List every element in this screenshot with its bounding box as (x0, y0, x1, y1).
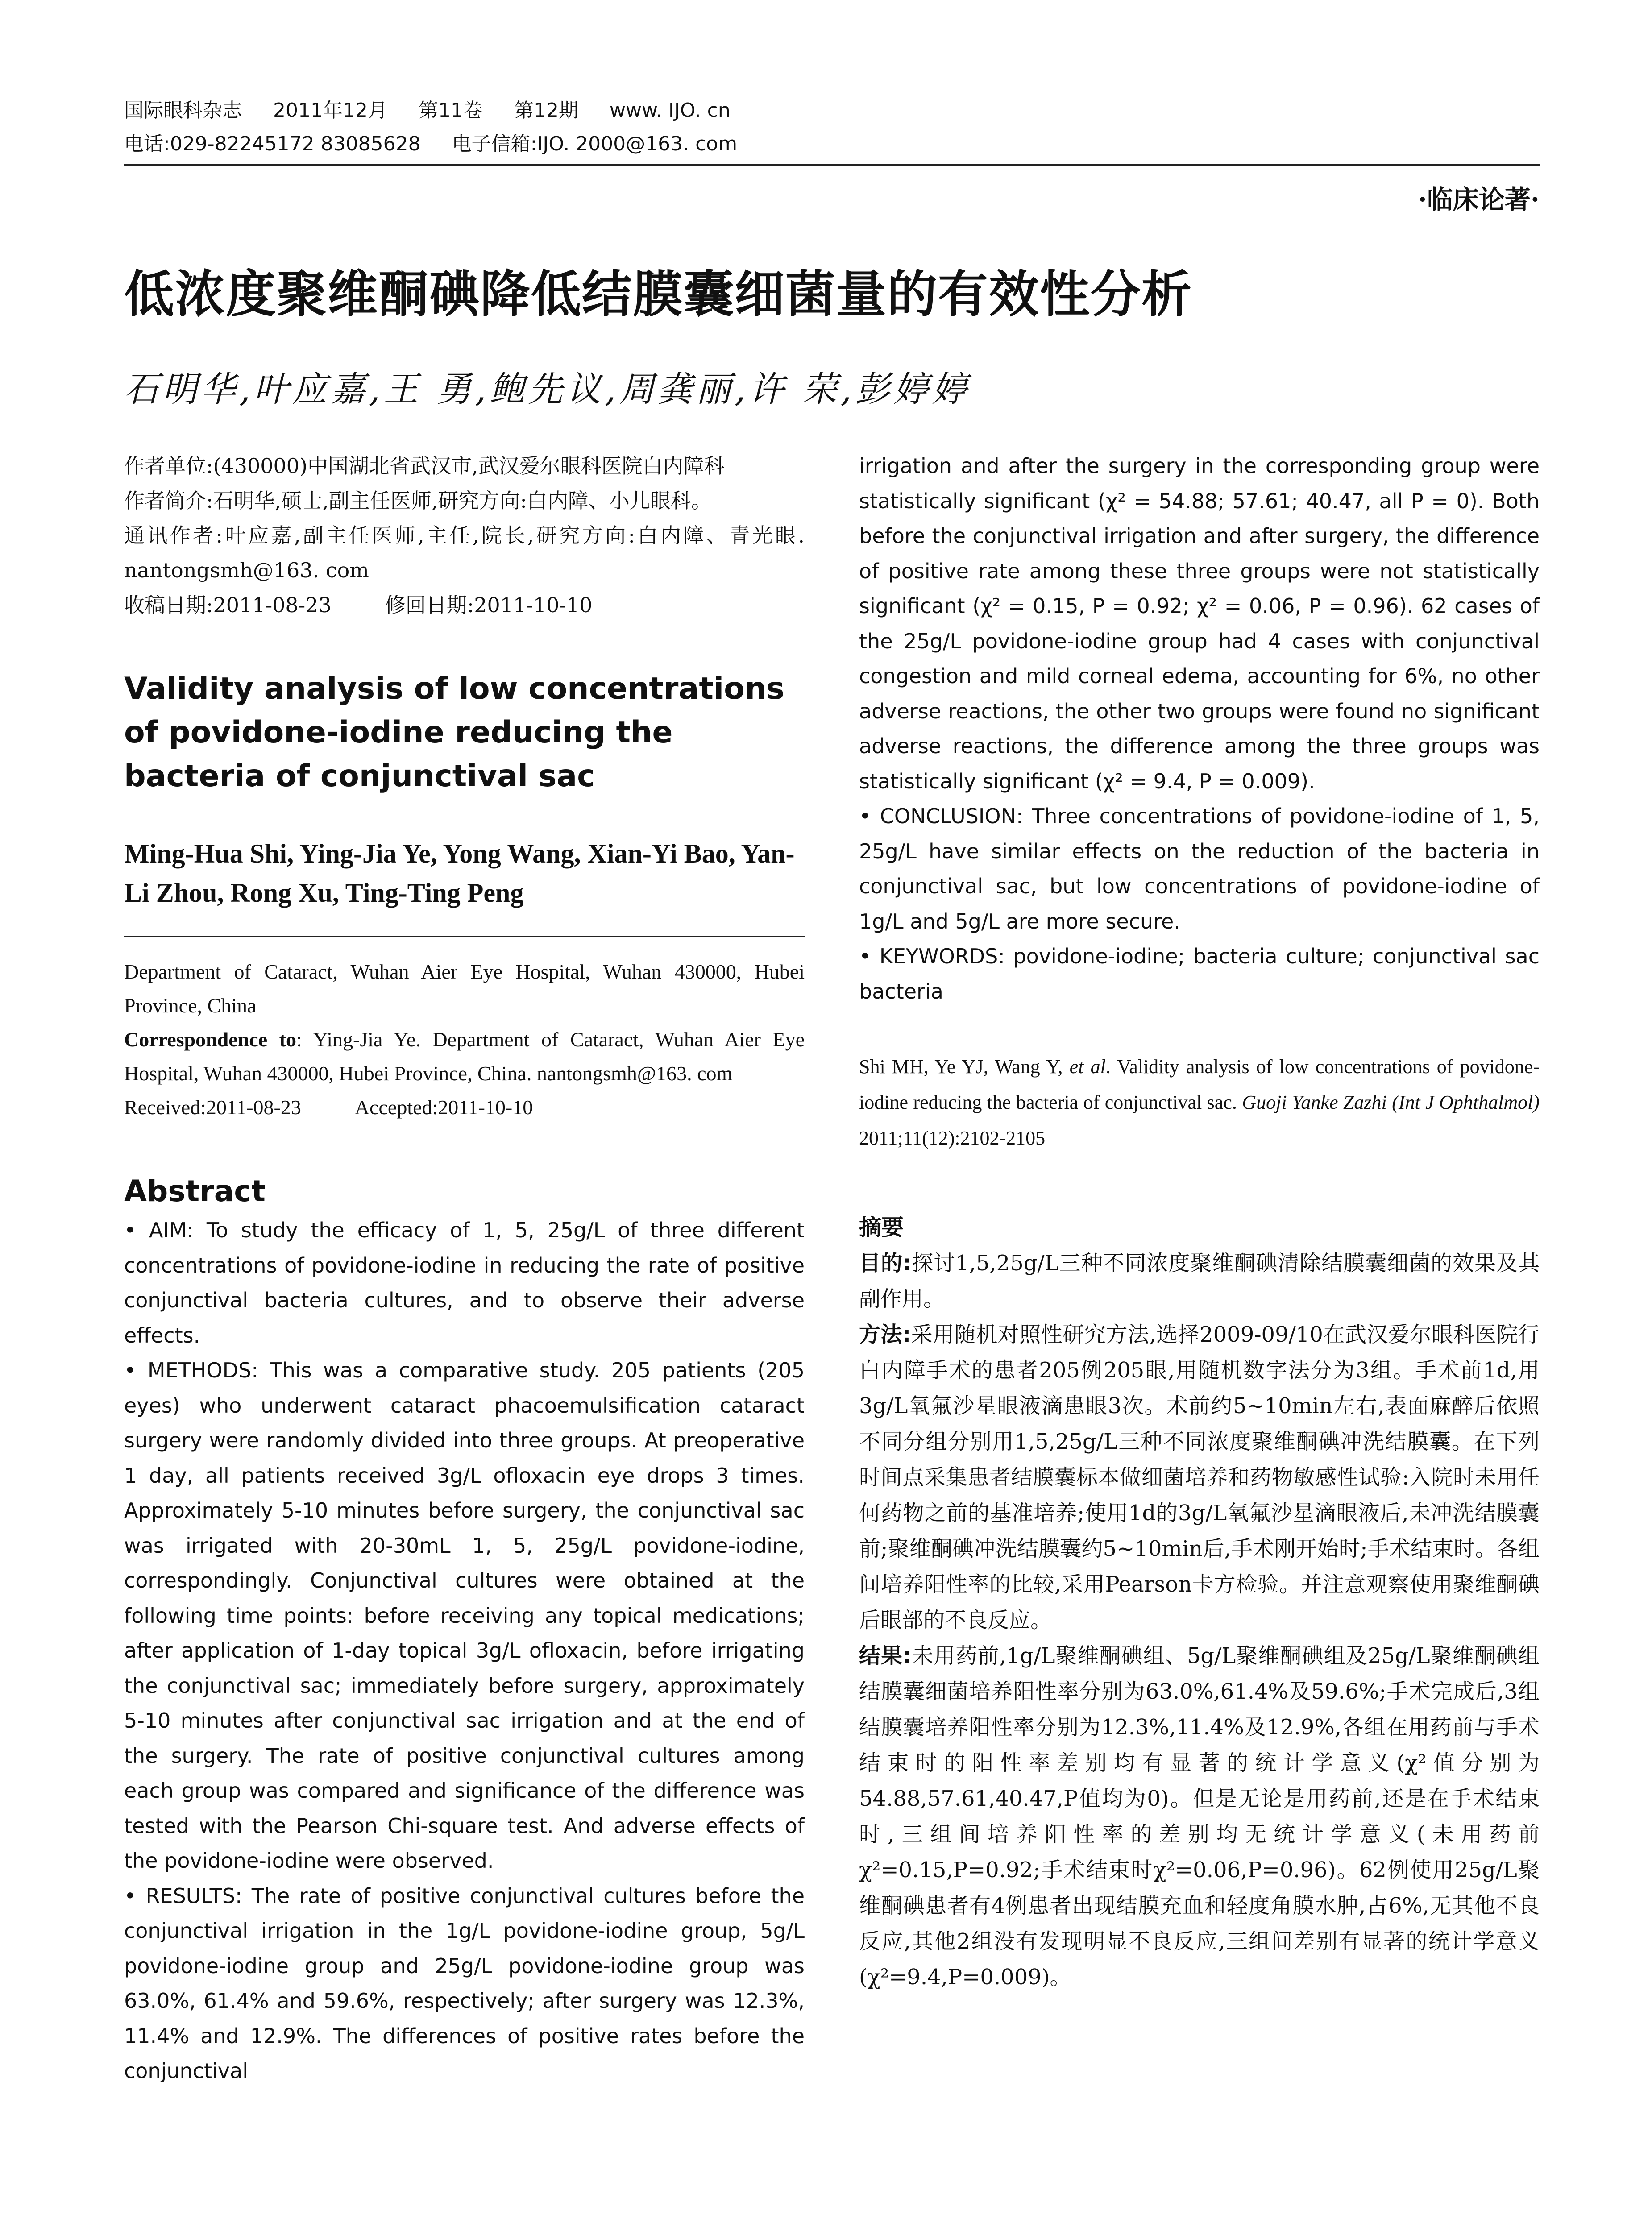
authors-en: Ming-Hua Shi, Ying-Jia Ye, Yong Wang, Xian-Yi Bao, Yan-Li Zhou, Rong Xu, Ting-Ting Peng (124, 839, 795, 908)
citation (859, 1049, 1540, 1156)
author-info-cn (124, 448, 805, 622)
dates-cn (124, 588, 805, 622)
issue-date: 2011年12月 (273, 99, 387, 122)
citation-journal: Guoji Yanke Zazhi (Int J Ophthalmol) (1242, 1091, 1540, 1113)
department-en: Department of Cataract, Wuhan Aier Eye Hospital, Wuhan 430000, Hubei Province, China (124, 960, 805, 1017)
header-rule (124, 164, 1540, 166)
revised-date-cn: 修回日期:2011-10-10 (385, 593, 593, 617)
abstract-cn-aim (859, 1245, 1540, 1317)
received-date-cn: 收稿日期:2011-08-23 (124, 593, 332, 617)
abstract-cn (859, 1245, 1540, 1995)
aim-label-cn: 目的: (859, 1251, 912, 1276)
right-column (859, 448, 1540, 1995)
results-label-cn: 结果: (859, 1643, 912, 1668)
citation-title: . Validity analysis of low concentrations of povidone-iodine reducing the bacteria of conjunctival sac. (859, 1056, 1540, 1113)
abstract-aim (124, 1213, 805, 1353)
abstract-heading-en: Abstract (124, 1174, 266, 1208)
abstract-en-right (859, 448, 1540, 1009)
citation-authors: Shi MH, Ye YJ, Wang Y, (859, 1056, 1070, 1078)
received-date-en: Received:2011-08-23 (124, 1096, 301, 1119)
accepted-date-en: Accepted:2011-10-10 (354, 1096, 533, 1119)
article-title-cn: 低浓度聚维酮碘降低结膜囊细菌量的有效性分析 (124, 265, 1192, 323)
journal-website: www. IJO. cn (609, 99, 731, 122)
aim-text: : To study the efficacy of 1, 5, 25g/L of three different concentrations of povidone-iodine in reducing the rate of positive conjunctival bacteria cultures, and to observe their adverse effects. (124, 1218, 805, 1348)
results-text-cn: 未用药前,1g/L聚维酮碘组、5g/L聚维酮碘组及25g/L聚维酮碘组结膜囊细菌培养阳性率分别为63.0%,61.4%及59.6%;手术完成后,3组结膜囊培养阳性率分别为12.3%,11.4%及12.9%,各组在用药前与手术结束时的阳性率差别均有显著的统计学意义(χ²值分别为54.88,57.61,40.47,P值均为0)。但是无论是用药前,还是在手术结束时,三组间培养阳性率的差别均无统计学意义(未用药前χ²=0.15,P=0.92;手术结束时χ²=0.06,P=0.96)。62例使用25g/L聚维酮碘患者有4例患者出现结膜充血和轻度角膜水肿,占6%,无其他不良反应,其他2组没有发现明显不良反应,三组间差别有显著的统计学意义(χ²=9.4,P=0.009)。 (859, 1643, 1540, 1990)
volume: 第11卷 (418, 99, 483, 122)
affiliation-rule (124, 936, 805, 937)
journal-name: 国际眼科杂志 (124, 99, 242, 122)
journal-email: 电子信箱:IJO. 2000@163. com (452, 133, 738, 155)
methods-label: • METHODS (124, 1358, 252, 1382)
methods-label-cn: 方法: (859, 1322, 911, 1347)
dates-en (124, 1091, 805, 1124)
correspondence-text: : Ying-Jia Ye. Department of Cataract, Wuhan Aier Eye Hospital, Wuhan 430000, Hubei Province, China. nantongsmh@163. com (124, 1028, 805, 1085)
contact-line (124, 127, 1552, 161)
methods-text-cn: 采用随机对照性研究方法,选择2009-09/10在武汉爱尔眼科医院行白内障手术的患者205例205眼,用随机数字法分为3组。手术前1d,用3g/L氧氟沙星眼液滴患眼3次。术前约5~10min左右,表面麻醉后依照不同分组分别用1,5,25g/L三种不同浓度聚维酮碘冲洗结膜囊。在下列时间点采集患者结膜囊标本做细菌培养和药物敏感性试验:入院时未用任何药物之前的基准培养;使用1d的3g/L氧氟沙星滴眼液后,未冲洗结膜囊前;聚维酮碘冲洗结膜囊约5~10min后,手术刚开始时;手术结束时。各组间培养阳性率的比较,采用Pearson卡方检验。并注意观察使用聚维酮碘后眼部的不良反应。 (859, 1322, 1540, 1633)
abstract-en-left (124, 1213, 805, 2089)
affiliation-cn: 作者单位:(430000)中国湖北省武汉市,武汉爱尔眼科医院白内障科 (124, 454, 725, 478)
correspondence-en (124, 1023, 805, 1091)
keywords-label: • KEYWORDS (859, 944, 998, 968)
abstract-cn-methods (859, 1317, 1540, 1638)
aim-text-cn: 探讨1,5,25g/L三种不同浓度聚维酮碘清除结膜囊细菌的效果及其副作用。 (859, 1251, 1540, 1311)
issue: 第12期 (514, 99, 578, 122)
conclusion-text: : Three concentrations of povidone-iodine of 1, 5, 25g/L have similar effects on the reduction of the bacteria in conjunctival sac, but low concentrations of povidone-iodine of 1g/L and 5g/L are more secure. (859, 804, 1540, 933)
correspondence-label: Correspondence to (124, 1028, 296, 1051)
aim-label: • AIM (124, 1218, 187, 1242)
authors-cn: 石明华,叶应嘉,王 勇,鲍先议,周龚丽,许 荣,彭婷婷 (124, 369, 971, 410)
abstract-keywords (859, 939, 1540, 1009)
citation-etal: et al (1069, 1056, 1106, 1078)
abstract-cn-results (859, 1638, 1540, 1995)
journal-header (124, 94, 1552, 161)
abstract-conclusion (859, 799, 1540, 939)
abstract-results-part2: irrigation and after the surgery in the corresponding group were statistically significant (χ² = 54.88; 57.61; 40.47, all P = 0). Both before the conjunctival irrigation and after surgery, the difference of positive rate among these three groups were not statistically significant (χ² = 0.15, P = 0.92; χ² = 0.06, P = 0.96). 62 cases of the 25g/L povidone-iodine group had 4 cases with conjunctival congestion and mild corneal edema, accounting for 6%, no other adverse reactions, the other two groups were found no significant adverse reactions, the difference among the three groups was statistically significant (χ² = 9.4, P = 0.009). (859, 454, 1540, 793)
citation-text (859, 1049, 1540, 1156)
abstract-methods (124, 1353, 805, 1879)
journal-phone: 电话:029-82245172 83085628 (124, 133, 421, 155)
methods-text: : This was a comparative study. 205 patients (205 eyes) who underwent cataract phacoemulsification cataract surgery were randomly divided into three groups. At preoperative 1 day, all patients received 3g/L ofloxacin eye drops 3 times. Approximately 5-10 minutes before surgery, the conjunctival sac was irrigated with 20-30mL 1, 5, 25g/L povidone-iodine, correspondingly. Conjunctival cultures were obtained at the following time points: before receiving any topical medications; after application of 1-day topical 3g/L ofloxacin, before irrigating the conjunctival sac; immediately before surgery, approximately 5-10 minutes after conjunctival sac irrigation and at the end of the surgery. The rate of positive conjunctival cultures among each group was compared and significance of the difference was tested with the Pearson Chi-square test. And adverse effects of the povidone-iodine were observed. (124, 1358, 805, 1873)
affiliation-en (124, 955, 805, 1124)
conclusion-label: • CONCLUSION (859, 804, 1017, 828)
author-bio-cn: 作者简介:石明华,硕士,副主任医师,研究方向:白内障、小儿眼科。 (124, 489, 712, 513)
journal-info-line (124, 94, 1552, 127)
section-tag: ·临床论著· (1418, 184, 1540, 215)
left-column (124, 448, 805, 2089)
results-text-left: : The rate of positive conjunctival cultures before the conjunctival irrigation in the 1g/L povidone-iodine group, 5g/L povidone-iodine group and 25g/L povidone-iodine group was 63.0%, 61.4% and 59.6%, respectively; after surgery was 12.3%, 11.4% and 12.9%. The differences of positive rates before the conjunctival (124, 1883, 805, 2083)
abstract-heading-cn: 摘要 (859, 1215, 904, 1240)
article-title-en: Validity analysis of low concentrations of povidone-iodine reducing the bacteria of conjunctival sac (124, 671, 784, 794)
results-label: • RESULTS (124, 1883, 235, 1908)
citation-ref: 2011;11(12):2102-2105 (859, 1127, 1046, 1149)
abstract-results-part1 (124, 1879, 805, 2089)
correspondence-cn: 通讯作者:叶应嘉,副主任医师,主任,院长,研究方向:白内障、青光眼. nantongsmh@163. com (124, 523, 805, 582)
keywords-text: : povidone-iodine; bacteria culture; conjunctival sac bacteria (859, 944, 1540, 1004)
